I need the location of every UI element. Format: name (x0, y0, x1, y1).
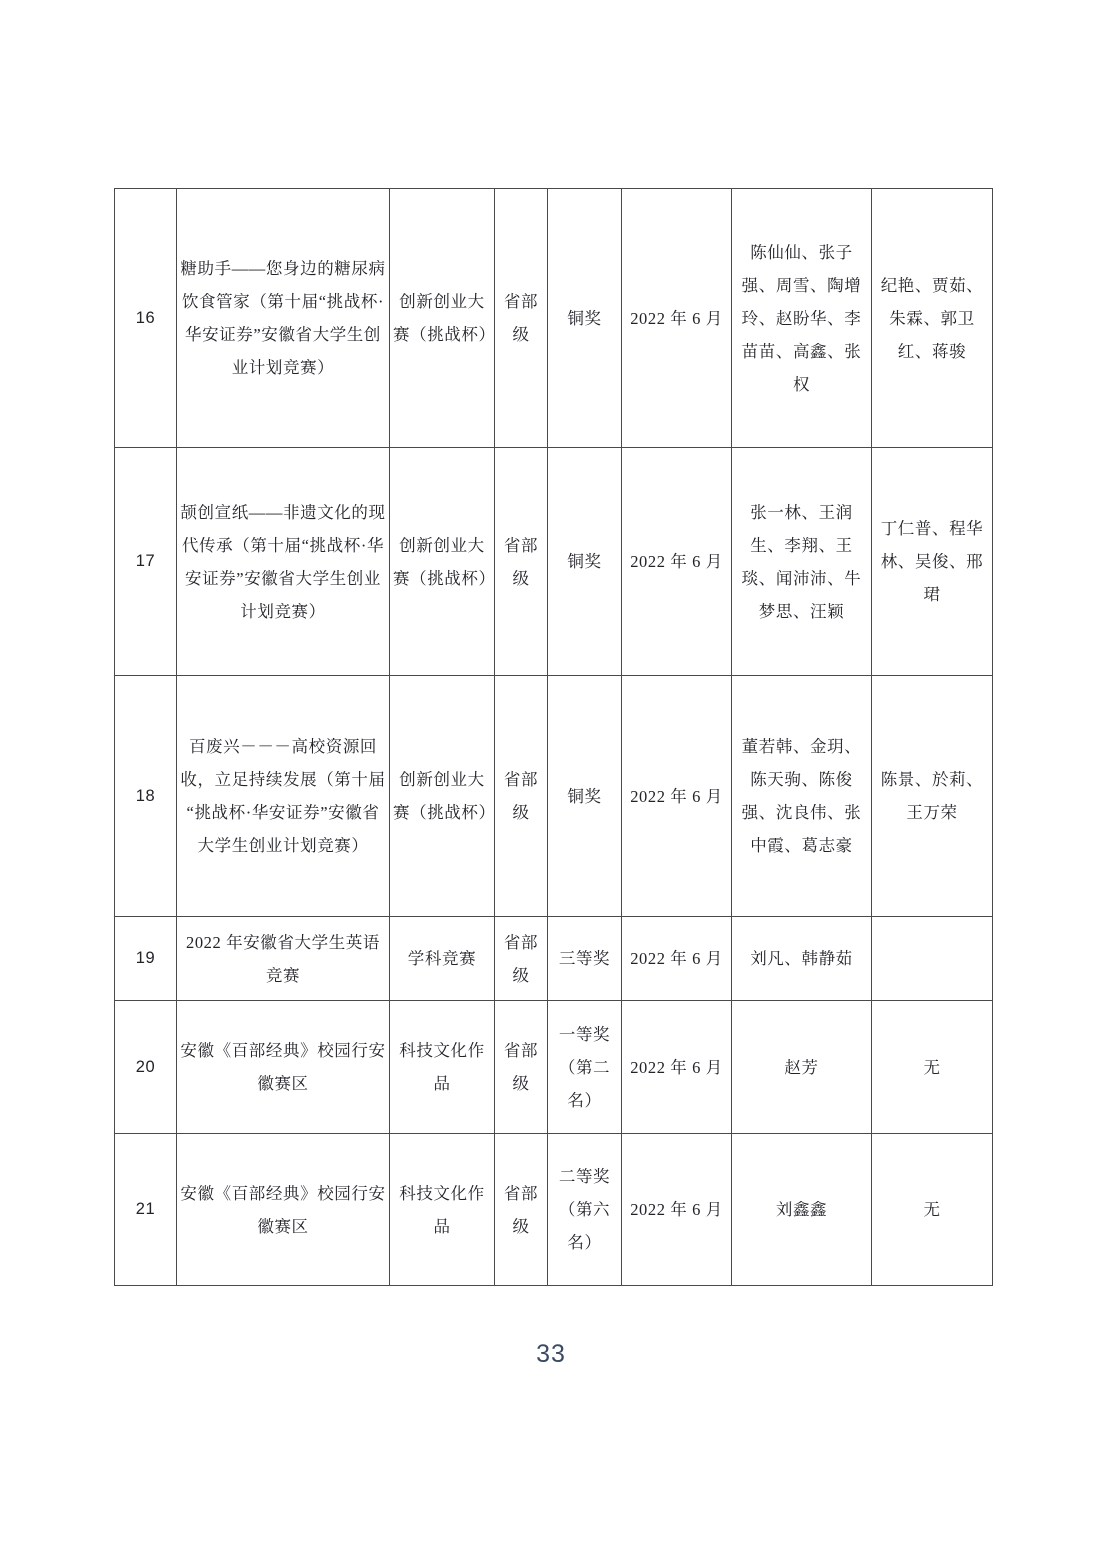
cell-award-grade: 铜奖 (548, 448, 622, 676)
cell-index: 19 (115, 917, 177, 1001)
cell-level: 省部级 (495, 1134, 548, 1286)
table-row (115, 448, 993, 676)
page-number: 33 (536, 1340, 566, 1368)
table-row (115, 676, 993, 917)
cell-category: 学科竞赛 (390, 917, 495, 1001)
cell-award-grade: 三等奖 (548, 917, 622, 1001)
cell-project-name: 颉创宣纸——非遗文化的现代传承（第十届“挑战杯·华安证券”安徽省大学生创业计划竞赛） (177, 448, 390, 676)
cell-index: 16 (115, 189, 177, 448)
cell-project-name: 2022 年安徽省大学生英语竞赛 (177, 917, 390, 1001)
table-row (115, 1134, 993, 1286)
table-row (115, 1001, 993, 1134)
cell-award-grade: 铜奖 (548, 676, 622, 917)
cell-category: 创新创业大赛（挑战杯） (390, 189, 495, 448)
cell-teachers: 无 (872, 1134, 993, 1286)
cell-teachers: 无 (872, 1001, 993, 1134)
cell-project-name: 百废兴－－－高校资源回收，立足持续发展（第十届“挑战杯·华安证券”安徽省大学生创业计划竞赛） (177, 676, 390, 917)
cell-teachers: 陈景、於莉、王万荣 (872, 676, 993, 917)
cell-award-date: 2022 年 6 月 (622, 676, 732, 917)
cell-award-date: 2022 年 6 月 (622, 917, 732, 1001)
cell-level: 省部级 (495, 676, 548, 917)
cell-level: 省部级 (495, 189, 548, 448)
cell-award-grade: 铜奖 (548, 189, 622, 448)
cell-students: 陈仙仙、张子强、周雪、陶增玲、赵盼华、李苗苗、高鑫、张权 (732, 189, 872, 448)
cell-index: 18 (115, 676, 177, 917)
cell-index: 20 (115, 1001, 177, 1134)
cell-level: 省部级 (495, 917, 548, 1001)
cell-category: 创新创业大赛（挑战杯） (390, 448, 495, 676)
cell-award-date: 2022 年 6 月 (622, 189, 732, 448)
cell-category: 科技文化作品 (390, 1001, 495, 1134)
cell-students: 赵芳 (732, 1001, 872, 1134)
cell-index: 21 (115, 1134, 177, 1286)
cell-level: 省部级 (495, 448, 548, 676)
cell-teachers: 丁仁普、程华林、吴俊、邢珺 (872, 448, 993, 676)
cell-award-date: 2022 年 6 月 (622, 448, 732, 676)
cell-category: 科技文化作品 (390, 1134, 495, 1286)
cell-level: 省部级 (495, 1001, 548, 1134)
cell-index: 17 (115, 448, 177, 676)
cell-award-date: 2022 年 6 月 (622, 1134, 732, 1286)
table-row (115, 917, 993, 1001)
cell-award-grade: 二等奖（第六名） (548, 1134, 622, 1286)
cell-teachers: 纪艳、贾茹、朱霖、郭卫红、蒋骏 (872, 189, 993, 448)
cell-project-name: 糖助手——您身边的糖尿病饮食管家（第十届“挑战杯·华安证券”安徽省大学生创业计划竞赛） (177, 189, 390, 448)
cell-category: 创新创业大赛（挑战杯） (390, 676, 495, 917)
cell-students: 董若韩、金玥、陈天驹、陈俊强、沈良伟、张中霞、葛志豪 (732, 676, 872, 917)
cell-students: 刘凡、韩静茹 (732, 917, 872, 1001)
cell-project-name: 安徽《百部经典》校园行安徽赛区 (177, 1001, 390, 1134)
cell-award-date: 2022 年 6 月 (622, 1001, 732, 1134)
table-row (115, 189, 993, 448)
award-records-table (114, 188, 993, 1286)
cell-students: 刘鑫鑫 (732, 1134, 872, 1286)
cell-project-name: 安徽《百部经典》校园行安徽赛区 (177, 1134, 390, 1286)
cell-students: 张一林、王润生、李翔、王琰、闻沛沛、牛梦思、汪颖 (732, 448, 872, 676)
cell-teachers (872, 917, 993, 1001)
cell-award-grade: 一等奖（第二名） (548, 1001, 622, 1134)
